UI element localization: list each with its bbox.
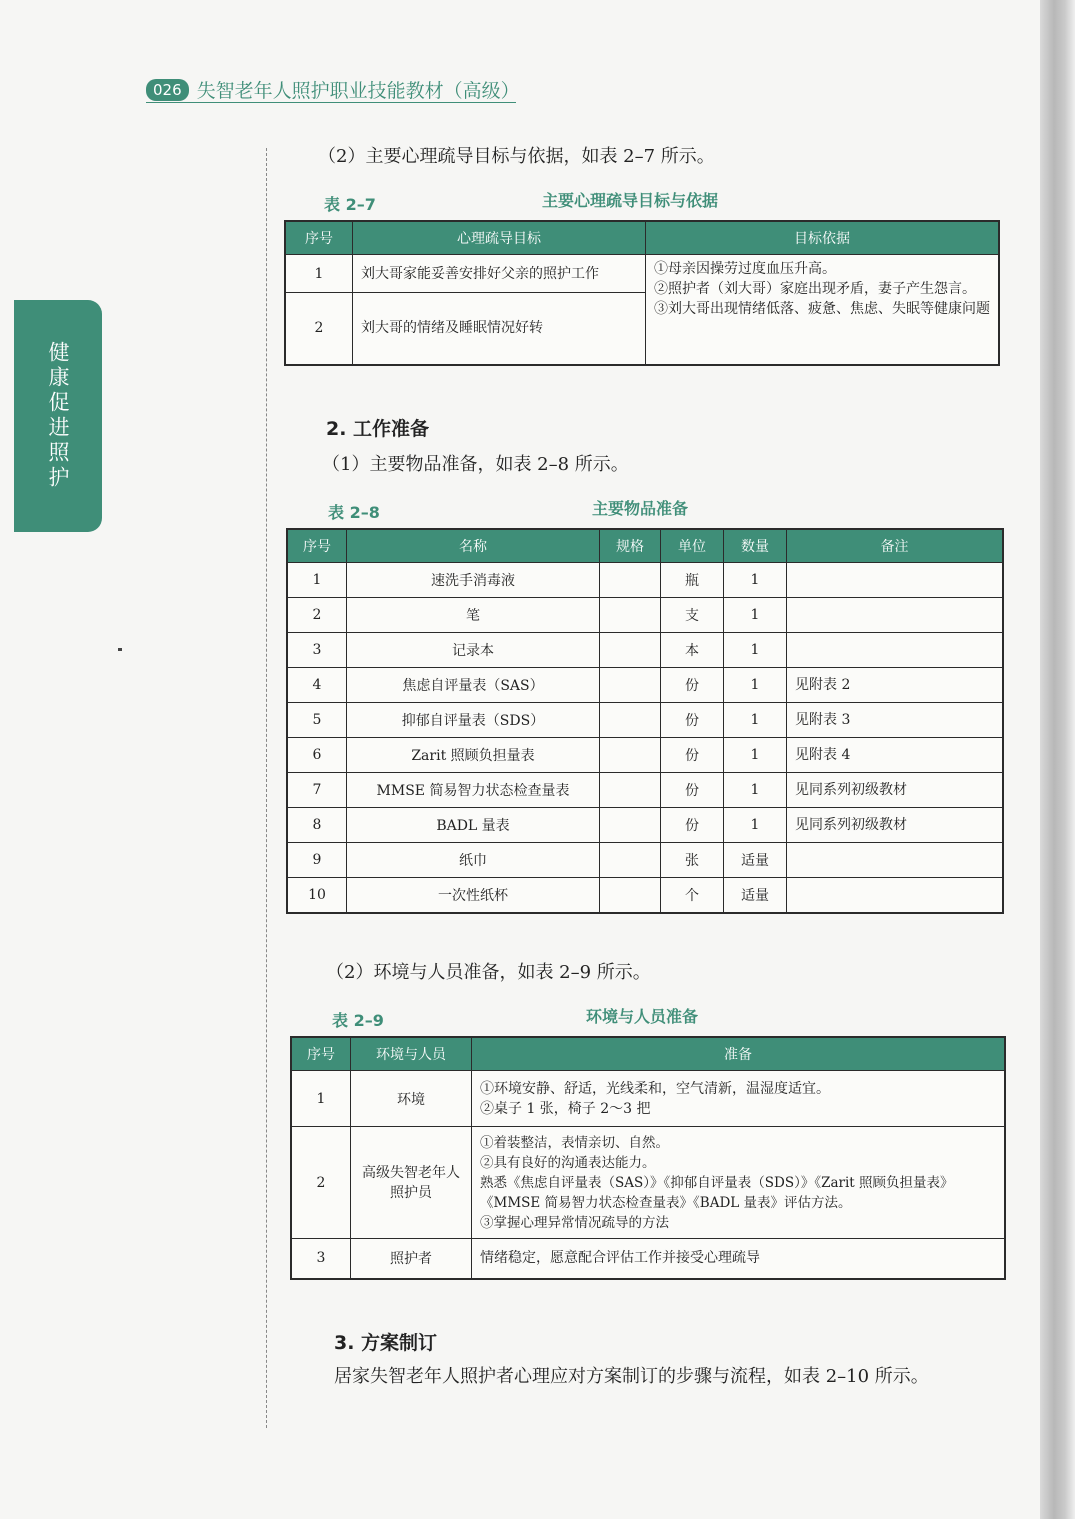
cell-spec [600, 703, 661, 738]
col-header-prep: 准备 [472, 1037, 1006, 1071]
cell-spec [600, 773, 661, 808]
table-header-row [287, 529, 1003, 563]
prep-line: ①环境安静、舒适，光线柔和，空气清新，温湿度适宜。 [480, 1080, 830, 1097]
table-row [287, 738, 1003, 773]
margin-dashed-line [266, 148, 267, 1428]
cell-no: 1 [285, 255, 353, 293]
table-row [285, 255, 999, 293]
cell-no: 2 [287, 598, 347, 633]
cell-qty: 1 [724, 563, 787, 598]
cell-unit: 本 [661, 633, 724, 668]
para-table-2-8-intro: （1）主要物品准备，如表 2–8 所示。 [322, 454, 629, 475]
table-2-9-number: 表 2–9 [332, 1011, 384, 1030]
prep-line: 熟悉《焦虑自评量表（SAS）》《抑郁自评量表（SDS）》《Zarit 照顾负担量表》 [480, 1174, 954, 1191]
col-header-item: 环境与人员 [351, 1037, 472, 1071]
col-header-spec: 规格 [600, 529, 661, 563]
cell-no: 7 [287, 773, 347, 808]
cell-spec [600, 843, 661, 878]
cell-no: 8 [287, 808, 347, 843]
para-table-2-9-intro: （2）环境与人员准备，如表 2–9 所示。 [326, 962, 651, 983]
col-header-goal: 心理疏导目标 [353, 221, 646, 255]
section-heading-3: 3. 方案制订 [334, 1332, 438, 1354]
cell-name: Zarit 照顾负担量表 [347, 738, 600, 773]
basis-line: ②照护者（刘大哥）家庭出现矛盾，妻子产生怨言。 [654, 281, 976, 297]
table-row [287, 843, 1003, 878]
page-number: 026 [146, 79, 189, 101]
cell-unit: 份 [661, 773, 724, 808]
cell-no: 4 [287, 668, 347, 703]
table-2-7-title: 主要心理疏导目标与依据 [542, 191, 719, 210]
table-header-row [291, 1037, 1005, 1071]
col-header-name: 名称 [347, 529, 600, 563]
table-row [287, 598, 1003, 633]
table-row [287, 773, 1003, 808]
cell-unit: 个 [661, 878, 724, 913]
basis-line: ③刘大哥出现情绪低落、疲惫、焦虑、失眠等健康问题 [654, 301, 990, 317]
cell-name: 速洗手消毒液 [347, 563, 600, 598]
book-title: 失智老年人照护职业技能教材（高级） [196, 80, 520, 102]
page-edge-shadow [1040, 0, 1075, 1519]
para-table-2-7-intro: （2）主要心理疏导目标与依据，如表 2–7 所示。 [318, 146, 715, 167]
cell-no: 9 [287, 843, 347, 878]
cell-name: 一次性纸杯 [347, 878, 600, 913]
table-row [291, 1239, 1005, 1279]
col-header-qty: 数量 [724, 529, 787, 563]
cell-qty: 1 [724, 773, 787, 808]
col-header-no: 序号 [285, 221, 353, 255]
cell-qty: 适量 [724, 843, 787, 878]
cell-no: 2 [291, 1127, 351, 1239]
running-header [146, 76, 520, 103]
side-tab-label: 健康促进照护 [46, 341, 70, 491]
cell-remark [787, 598, 1004, 633]
table-2-9 [290, 1036, 1006, 1280]
cell-remark [787, 843, 1004, 878]
table-header-row [285, 221, 999, 255]
cell-item: 环境 [351, 1071, 472, 1127]
prep-line: ①着装整洁，表情亲切、自然。 [480, 1134, 669, 1151]
cell-spec [600, 738, 661, 773]
cell-remark: 见同系列初级教材 [787, 773, 1004, 808]
cell-no: 1 [291, 1071, 351, 1127]
cell-item: 高级失智老年人照护员 [351, 1127, 472, 1239]
cell-no: 3 [291, 1239, 351, 1279]
cell-unit: 张 [661, 843, 724, 878]
cell-name: 笔 [347, 598, 600, 633]
table-row [287, 668, 1003, 703]
header-rule [146, 102, 516, 103]
cell-spec [600, 668, 661, 703]
cell-prep: 情绪稳定，愿意配合评估工作并接受心理疏导 [472, 1239, 1006, 1279]
cell-no: 2 [285, 293, 353, 365]
cell-spec [600, 808, 661, 843]
prep-line: ②具有良好的沟通表达能力。 [480, 1154, 656, 1171]
cell-qty: 1 [724, 808, 787, 843]
cell-qty: 1 [724, 633, 787, 668]
table-2-9-title: 环境与人员准备 [586, 1007, 699, 1026]
table-2-8-number: 表 2–8 [328, 503, 380, 522]
cell-unit: 份 [661, 668, 724, 703]
prep-line: ③掌握心理异常情况疏导的方法 [480, 1214, 669, 1231]
table-2-7-number: 表 2–7 [324, 195, 376, 214]
cell-unit: 份 [661, 808, 724, 843]
cell-goal: 刘大哥的情绪及睡眠情况好转 [353, 293, 646, 365]
cell-name: MMSE 简易智力状态检查量表 [347, 773, 600, 808]
side-chapter-tab [14, 300, 102, 532]
cell-basis [646, 255, 1000, 365]
cell-spec [600, 878, 661, 913]
prep-line: 《MMSE 简易智力状态检查量表》《BADL 量表》评估方法。 [480, 1194, 852, 1211]
col-header-unit: 单位 [661, 529, 724, 563]
col-header-basis: 目标依据 [646, 221, 1000, 255]
cell-spec [600, 633, 661, 668]
col-header-no: 序号 [287, 529, 347, 563]
cell-remark [787, 878, 1004, 913]
col-header-remark: 备注 [787, 529, 1004, 563]
cell-name: 抑郁自评量表（SDS） [347, 703, 600, 738]
cell-goal: 刘大哥家能妥善安排好父亲的照护工作 [353, 255, 646, 293]
basis-line: ①母亲因操劳过度血压升高。 [654, 261, 836, 277]
cell-prep [472, 1127, 1006, 1239]
cell-remark: 见附表 4 [787, 738, 1004, 773]
cell-unit: 支 [661, 598, 724, 633]
cell-name: 记录本 [347, 633, 600, 668]
cell-unit: 瓶 [661, 563, 724, 598]
cell-remark [787, 563, 1004, 598]
prep-line: ②桌子 1 张，椅子 2～3 把 [480, 1100, 651, 1117]
col-header-no: 序号 [291, 1037, 351, 1071]
section-heading-2: 2. 工作准备 [326, 418, 430, 440]
cell-no: 5 [287, 703, 347, 738]
table-row [287, 703, 1003, 738]
cell-spec [600, 598, 661, 633]
table-row [291, 1127, 1005, 1239]
cell-no: 10 [287, 878, 347, 913]
cell-qty: 1 [724, 738, 787, 773]
cell-remark: 见附表 2 [787, 668, 1004, 703]
table-2-8 [286, 528, 1004, 914]
table-row [291, 1071, 1005, 1127]
cell-qty: 1 [724, 668, 787, 703]
table-2-8-title: 主要物品准备 [592, 499, 689, 518]
cell-no: 6 [287, 738, 347, 773]
cell-qty: 1 [724, 598, 787, 633]
table-row [287, 808, 1003, 843]
table-row [287, 633, 1003, 668]
cell-item: 照护者 [351, 1239, 472, 1279]
cell-qty: 适量 [724, 878, 787, 913]
cell-no: 1 [287, 563, 347, 598]
cell-no: 3 [287, 633, 347, 668]
cell-name: 纸巾 [347, 843, 600, 878]
cell-name: 焦虑自评量表（SAS） [347, 668, 600, 703]
table-2-8-body [287, 563, 1003, 913]
cell-qty: 1 [724, 703, 787, 738]
para-table-2-10-intro: 居家失智老年人照护者心理应对方案制订的步骤与流程，如表 2–10 所示。 [334, 1366, 929, 1387]
cell-unit: 份 [661, 738, 724, 773]
cell-remark: 见同系列初级教材 [787, 808, 1004, 843]
table-row [287, 878, 1003, 913]
cell-remark [787, 633, 1004, 668]
cell-spec [600, 563, 661, 598]
table-2-7 [284, 220, 1000, 366]
scan-speck [118, 648, 122, 651]
cell-unit: 份 [661, 703, 724, 738]
cell-prep [472, 1071, 1006, 1127]
cell-name: BADL 量表 [347, 808, 600, 843]
table-row [287, 563, 1003, 598]
cell-remark: 见附表 3 [787, 703, 1004, 738]
